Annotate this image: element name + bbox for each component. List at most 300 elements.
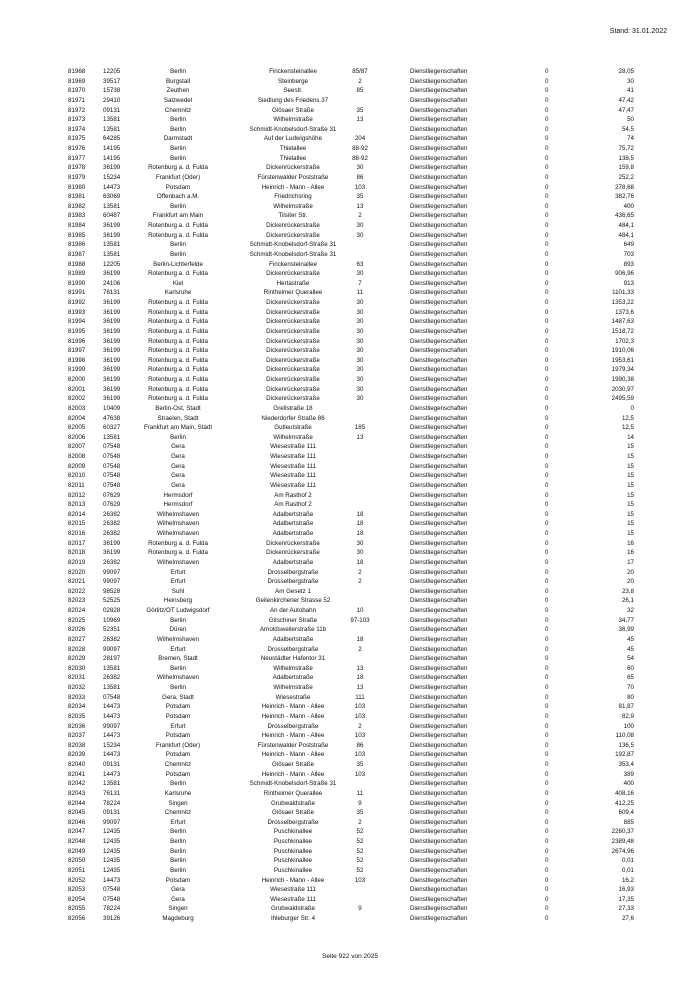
city-cell: Erfurt (170, 818, 186, 826)
city-cell: Berlin (170, 68, 186, 75)
property-type-cell: Dienstliegenschaften (410, 270, 468, 278)
row-id-cell: 82048 (68, 838, 86, 845)
postal-code-cell: 39517 (103, 77, 121, 85)
property-type-cell: Dienstliegenschaften (410, 722, 468, 730)
property-type-cell: Dienstliegenschaften (410, 905, 468, 913)
house-number-cell: 52 (356, 857, 364, 865)
city-cell: Rotenburg a. d. Fulda (148, 385, 208, 393)
area-value-cell: 45 (627, 635, 634, 643)
city-cell: Erfurt (170, 645, 186, 653)
property-type-cell: Dienstliegenschaften (410, 183, 468, 191)
postal-code-cell: 36199 (103, 318, 121, 326)
flag-value-cell: 0 (545, 68, 549, 75)
row-id-cell: 82054 (68, 895, 86, 903)
property-type-cell: Dienstliegenschaften (410, 135, 468, 143)
table-row (0, 818, 700, 828)
row-id-cell: 82034 (68, 703, 86, 711)
row-id-cell: 82040 (68, 761, 86, 768)
street-cell: Steinberge (278, 77, 308, 85)
row-id-cell: 82002 (68, 395, 86, 403)
city-cell: Berlin-Ost, Stadt (155, 404, 201, 412)
area-value-cell: 80 (627, 693, 634, 701)
city-cell: Chemnitz (164, 809, 192, 817)
flag-value-cell: 0 (545, 164, 549, 172)
property-type-cell: Dienstliegenschaften (410, 799, 468, 807)
area-value-cell: 47,42 (618, 96, 634, 104)
row-id-cell: 82018 (68, 549, 86, 557)
area-value-cell: 54,5 (621, 125, 634, 133)
area-value-cell: 885 (623, 818, 634, 826)
flag-value-cell: 0 (545, 481, 549, 489)
city-cell: Darmstadt (163, 135, 193, 143)
flag-value-cell: 0 (545, 433, 549, 441)
row-id-cell: 82053 (68, 886, 86, 894)
house-number-cell: 52 (356, 866, 364, 874)
area-value-cell: 1702,3 (615, 337, 634, 345)
city-cell: Karlsruhe (164, 289, 192, 297)
postal-code-cell: 36199 (103, 539, 121, 547)
city-cell: Potsdam (165, 751, 191, 759)
house-number-cell: 103 (354, 183, 366, 191)
table-row (0, 548, 700, 558)
row-id-cell: 81969 (68, 77, 86, 85)
postal-code-cell: 36199 (103, 231, 121, 239)
house-number-cell: 103 (354, 770, 366, 778)
table-row (0, 693, 700, 703)
postal-code-cell: 36199 (103, 164, 121, 172)
area-value-cell: 16 (627, 549, 634, 557)
area-value-cell: 75,72 (618, 145, 634, 152)
city-cell: Berlin (170, 433, 186, 441)
flag-value-cell: 0 (545, 318, 549, 326)
table-row (0, 356, 700, 366)
property-type-cell: Dienstliegenschaften (410, 414, 468, 422)
city-cell: Frankfurt (Oder) (155, 741, 201, 749)
postal-code-cell: 13581 (103, 250, 121, 258)
postal-code-cell: 14195 (103, 145, 121, 152)
area-value-cell: 70 (627, 684, 634, 691)
row-id-cell: 81981 (68, 193, 86, 201)
house-number-cell: 10 (356, 607, 364, 614)
area-value-cell: 192,87 (615, 751, 634, 759)
table-row (0, 645, 700, 655)
city-cell: Berlin (170, 250, 186, 258)
city-cell: Rotenburg a. d. Fulda (148, 366, 208, 374)
row-id-cell: 81974 (68, 125, 86, 133)
flag-value-cell: 0 (545, 684, 549, 691)
house-number-cell: 35 (356, 809, 364, 817)
house-number-cell: 30 (356, 164, 364, 172)
flag-value-cell: 0 (545, 857, 549, 865)
table-row (0, 664, 700, 674)
postal-code-cell: 76131 (103, 289, 121, 297)
city-cell: Berlin (170, 145, 186, 152)
stand-date: Stand: 31.01.2022 (609, 28, 667, 35)
area-value-cell: 12,5 (621, 424, 634, 432)
house-number-cell: 111 (355, 693, 365, 701)
street-cell: Dickenrückerstraße (266, 270, 320, 278)
city-cell: Berlin-Lichterfelde (153, 260, 203, 268)
row-id-cell: 82026 (68, 626, 86, 634)
row-id-cell: 82038 (68, 741, 86, 749)
street-cell: Adalbertstraße (272, 530, 314, 537)
table-row (0, 250, 700, 260)
area-value-cell: 16,2 (621, 876, 634, 884)
postal-code-cell: 07548 (103, 481, 121, 489)
area-value-cell: 389 (623, 770, 634, 778)
row-id-cell: 81996 (68, 337, 86, 345)
table-row (0, 337, 700, 347)
flag-value-cell: 0 (545, 799, 549, 807)
property-type-cell: Dienstliegenschaften (410, 597, 468, 605)
house-number-cell: 52 (356, 828, 364, 836)
area-value-cell: 15 (627, 481, 634, 489)
row-id-cell: 82004 (68, 414, 86, 422)
area-value-cell: 609,4 (618, 809, 634, 817)
table-row (0, 183, 700, 193)
flag-value-cell: 0 (545, 125, 549, 133)
row-id-cell: 82011 (68, 481, 85, 489)
city-cell: Zeuthen (166, 87, 190, 95)
house-number-cell: 30 (356, 366, 364, 374)
table-row (0, 86, 700, 96)
table-row (0, 462, 700, 472)
table-row (0, 770, 700, 780)
city-cell: Bremen, Stadt (158, 655, 198, 663)
house-number-cell: 13 (356, 684, 364, 691)
street-cell: An der Autobahn (269, 607, 317, 614)
property-type-cell: Dienstliegenschaften (410, 616, 468, 624)
house-number-cell: 30 (356, 222, 364, 229)
row-id-cell: 81980 (68, 183, 86, 191)
house-number-cell: 30 (356, 549, 364, 557)
property-type-cell: Dienstliegenschaften (410, 895, 468, 903)
street-cell: Wiesestraße (275, 693, 311, 701)
postal-code-cell: 13581 (103, 202, 121, 210)
house-number-cell: 11 (356, 789, 364, 797)
property-type-cell: Dienstliegenschaften (410, 202, 468, 210)
row-id-cell: 81998 (68, 356, 86, 364)
postal-code-cell: 26382 (103, 635, 121, 643)
postal-code-cell: 28197 (103, 655, 121, 663)
area-value-cell: 15 (627, 501, 634, 509)
property-type-cell: Dienstliegenschaften (410, 424, 468, 432)
row-id-cell: 82036 (68, 722, 86, 730)
property-type-cell: Dienstliegenschaften (410, 116, 468, 124)
city-cell: Rotenburg a. d. Fulda (148, 337, 208, 345)
property-type-cell: Dienstliegenschaften (410, 491, 468, 499)
property-type-cell: Dienstliegenschaften (410, 703, 468, 711)
property-type-cell: Dienstliegenschaften (410, 712, 468, 720)
property-type-cell: Dienstliegenschaften (410, 260, 468, 268)
street-cell: Hertastraße (276, 279, 310, 287)
table-row (0, 702, 700, 712)
house-number-cell: 97-103 (350, 616, 370, 624)
area-value-cell: 1910,06 (611, 347, 634, 355)
table-row (0, 481, 700, 491)
city-cell: Potsdam (165, 770, 191, 778)
property-type-cell: Dienstliegenschaften (410, 337, 468, 345)
flag-value-cell: 0 (545, 578, 549, 586)
property-type-cell: Dienstliegenschaften (410, 212, 468, 220)
city-cell: Rotenburg a. d. Fulda (148, 308, 208, 316)
street-cell: Dickenrückerstraße (266, 395, 320, 403)
house-number-cell: 88-92 (352, 154, 368, 162)
flag-value-cell: 0 (545, 876, 549, 884)
row-id-cell: 82045 (68, 809, 86, 817)
house-number-cell: 86 (356, 741, 364, 749)
flag-value-cell: 0 (545, 838, 549, 845)
row-id-cell: 82055 (68, 905, 86, 913)
flag-value-cell: 0 (545, 202, 549, 210)
table-row (0, 134, 700, 144)
row-id-cell: 82051 (68, 866, 86, 874)
flag-value-cell: 0 (545, 212, 549, 220)
postal-code-cell: 99097 (103, 568, 121, 576)
table-row (0, 375, 700, 385)
flag-value-cell: 0 (545, 193, 549, 201)
table-row (0, 365, 700, 375)
table-row (0, 192, 700, 202)
house-number-cell: 30 (356, 356, 364, 364)
property-type-cell: Dienstliegenschaften (410, 68, 468, 75)
flag-value-cell: 0 (545, 818, 549, 826)
house-number-cell: 30 (356, 231, 364, 239)
row-id-cell: 82025 (68, 616, 86, 624)
row-id-cell: 81990 (68, 279, 86, 287)
row-id-cell: 81987 (68, 250, 86, 258)
flag-value-cell: 0 (545, 347, 549, 355)
house-number-cell: 2 (358, 568, 362, 576)
city-cell: Hermsdorf (163, 491, 193, 499)
city-cell: Salzwedel (163, 96, 193, 104)
table-row (0, 606, 700, 616)
flag-value-cell: 0 (545, 173, 549, 181)
area-value-cell: 32 (627, 607, 634, 614)
postal-code-cell: 78224 (103, 799, 121, 807)
flag-value-cell: 0 (545, 886, 549, 894)
row-id-cell: 82041 (68, 770, 86, 778)
area-value-cell: 17,35 (618, 895, 634, 903)
city-cell: Erfurt (170, 568, 186, 576)
flag-value-cell: 0 (545, 424, 549, 432)
row-id-cell: 81994 (68, 318, 86, 326)
table-row (0, 298, 700, 308)
house-number-cell: 30 (356, 337, 364, 345)
street-cell: Wilhelmstraße (273, 433, 313, 441)
postal-code-cell: 14473 (103, 876, 121, 884)
area-value-cell: 65 (627, 674, 634, 682)
postal-code-cell: 13581 (103, 241, 121, 249)
city-cell: Erfurt (170, 578, 186, 586)
street-cell: Heinrich - Mann - Allee (261, 183, 325, 191)
city-cell: Gera (171, 443, 185, 451)
city-cell: Wilhelmshaven (157, 558, 199, 566)
row-id-cell: 82030 (68, 664, 86, 672)
street-cell: Wilhelmstraße (273, 684, 313, 691)
street-cell: Seestr. (283, 87, 303, 95)
house-number-cell: 13 (356, 433, 364, 441)
row-id-cell: 82044 (68, 799, 86, 807)
row-id-cell: 81978 (68, 164, 86, 172)
property-type-cell: Dienstliegenschaften (410, 789, 468, 797)
row-id-cell: 81984 (68, 222, 86, 229)
table-row (0, 221, 700, 231)
table-row (0, 799, 700, 809)
flag-value-cell: 0 (545, 77, 549, 85)
flag-value-cell: 0 (545, 741, 549, 749)
street-cell: Dickenrückerstraße (266, 549, 320, 557)
flag-value-cell: 0 (545, 289, 549, 297)
row-id-cell: 82043 (68, 789, 86, 797)
flag-value-cell: 0 (545, 231, 549, 239)
street-cell: Am Rasthof 2 (274, 491, 312, 499)
area-value-cell: 913 (623, 279, 634, 287)
house-number-cell: 103 (354, 876, 366, 884)
street-cell: Tilsiter Str. (278, 212, 308, 220)
city-cell: Burgstall (165, 77, 191, 85)
street-cell: Glösaer Straße (272, 761, 314, 768)
postal-code-cell: 36199 (103, 356, 121, 364)
house-number-cell: 85/87 (352, 68, 368, 75)
postal-code-cell: 26382 (103, 510, 121, 518)
area-value-cell: 906,96 (615, 270, 634, 278)
city-cell: Rotenburg a. d. Fulda (148, 270, 208, 278)
city-cell: Rotenburg a. d. Fulda (148, 222, 208, 229)
flag-value-cell: 0 (545, 510, 549, 518)
postal-code-cell: 14473 (103, 183, 121, 191)
property-type-cell: Dienstliegenschaften (410, 241, 468, 249)
flag-value-cell: 0 (545, 597, 549, 605)
house-number-cell: 52 (356, 847, 364, 855)
property-type-cell: Dienstliegenschaften (410, 481, 468, 489)
area-value-cell: 74 (627, 135, 634, 143)
city-cell: Rotenburg a. d. Fulda (148, 299, 208, 306)
table-row (0, 741, 700, 751)
street-cell: Dickenrückerstraße (266, 318, 320, 326)
street-cell: Adalbertstraße (272, 520, 314, 528)
street-cell: Arnoldsweilerstraße 11b (259, 626, 327, 634)
property-type-cell: Dienstliegenschaften (410, 693, 468, 701)
property-type-cell: Dienstliegenschaften (410, 539, 468, 547)
house-number-cell: 18 (356, 558, 364, 566)
table-row (0, 539, 700, 549)
postal-code-cell: 14473 (103, 703, 121, 711)
house-number-cell: 63 (356, 260, 364, 268)
city-cell: Berlin (170, 202, 186, 210)
flag-value-cell: 0 (545, 96, 549, 104)
flag-value-cell: 0 (545, 520, 549, 528)
flag-value-cell: 0 (545, 154, 549, 162)
table-row (0, 491, 700, 501)
area-value-cell: 54 (627, 655, 634, 663)
table-row (0, 404, 700, 414)
street-cell: Auf der Ludwigshöhe (263, 135, 323, 143)
street-cell: Rintheimer Querallee (263, 789, 323, 797)
area-value-cell: 27,6 (621, 915, 634, 922)
property-type-cell: Dienstliegenschaften (410, 106, 468, 114)
flag-value-cell: 0 (545, 87, 549, 95)
table-row (0, 760, 700, 770)
street-cell: Puschkinallee (273, 838, 313, 845)
area-value-cell: 436,65 (615, 212, 634, 220)
row-id-cell: 82008 (68, 453, 86, 460)
street-cell: Neustädter Hafentor 31 (260, 655, 326, 663)
property-type-cell: Dienstliegenschaften (410, 635, 468, 643)
street-cell: Wiesestraße 111 (270, 472, 316, 480)
city-cell: Berlin (170, 828, 186, 836)
area-value-cell: 12,5 (621, 414, 634, 422)
table-row (0, 211, 700, 221)
city-cell: Hermsdorf (163, 501, 193, 509)
area-value-cell: 17 (627, 558, 634, 566)
area-value-cell: 15 (627, 510, 634, 518)
flag-value-cell: 0 (545, 751, 549, 759)
house-number-cell: 30 (356, 539, 364, 547)
postal-code-cell: 13581 (103, 433, 121, 441)
property-type-cell: Dienstliegenschaften (410, 876, 468, 884)
street-cell: Wiesestraße 111 (270, 453, 316, 460)
area-value-cell: 50 (627, 116, 634, 124)
property-type-cell: Dienstliegenschaften (410, 154, 468, 162)
flag-value-cell: 0 (545, 789, 549, 797)
table-row (0, 866, 700, 876)
flag-value-cell: 0 (545, 866, 549, 874)
property-type-cell: Dienstliegenschaften (410, 366, 468, 374)
city-cell: Berlin (170, 866, 186, 874)
property-type-cell: Dienstliegenschaften (410, 664, 468, 672)
city-cell: Frankfurt am Main, Stadt (143, 424, 213, 432)
postal-code-cell: 99097 (103, 722, 121, 730)
flag-value-cell: 0 (545, 770, 549, 778)
flag-value-cell: 0 (545, 722, 549, 730)
street-cell: Adalbertstraße (272, 510, 314, 518)
street-cell: Geilenkirchener Strasse 52 (255, 597, 331, 605)
area-value-cell: 400 (623, 780, 634, 788)
row-id-cell: 81995 (68, 327, 86, 335)
row-id-cell: 82032 (68, 684, 86, 691)
property-type-cell: Dienstliegenschaften (410, 395, 468, 403)
property-type-cell: Dienstliegenschaften (410, 222, 468, 229)
city-cell: Berlin (170, 838, 186, 845)
street-cell: Am Rasthof 2 (274, 501, 312, 509)
house-number-cell: 204 (354, 135, 366, 143)
city-cell: Berlin (170, 664, 186, 672)
postal-code-cell: 15738 (103, 87, 121, 95)
row-id-cell: 81975 (68, 135, 86, 143)
row-id-cell: 81991 (68, 289, 86, 297)
city-cell: Chemnitz (164, 106, 192, 114)
postal-code-cell: 12205 (103, 260, 121, 268)
flag-value-cell: 0 (545, 780, 549, 788)
street-cell: Puschkinallee (273, 828, 313, 836)
city-cell: Berlin (170, 857, 186, 865)
area-value-cell: 27,33 (618, 905, 634, 913)
city-cell: Berlin (170, 684, 186, 691)
city-cell: Rotenburg a. d. Fulda (148, 376, 208, 383)
street-cell: Heinrich - Mann - Allee (261, 703, 325, 711)
row-id-cell: 82010 (68, 472, 86, 480)
row-id-cell: 82019 (68, 558, 86, 566)
street-cell: Adalbertstraße (272, 635, 314, 643)
area-value-cell: 1953,61 (611, 356, 634, 364)
postal-code-cell: 12435 (103, 847, 121, 855)
postal-code-cell: 36199 (103, 222, 121, 229)
row-id-cell: 82046 (68, 818, 86, 826)
row-id-cell: 82015 (68, 520, 86, 528)
flag-value-cell: 0 (545, 183, 549, 191)
row-id-cell: 82009 (68, 462, 86, 470)
